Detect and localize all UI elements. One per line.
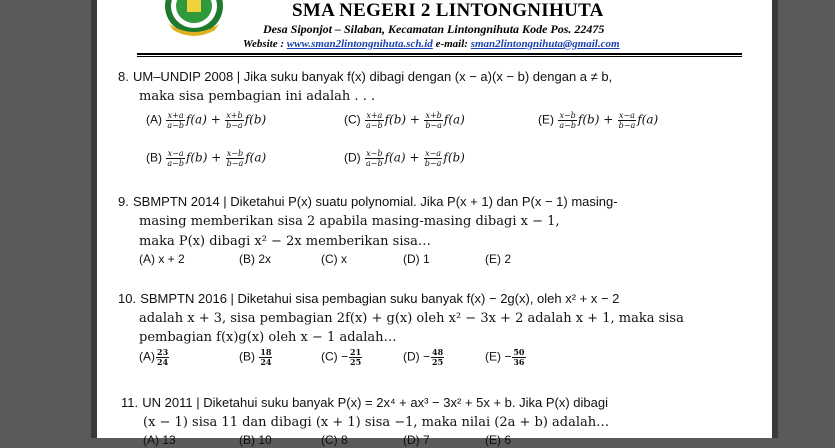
- email-label: e-mail:: [432, 38, 471, 50]
- fraction: $\frac{21}{25}$: [350, 347, 362, 367]
- option-label: (C): [321, 349, 338, 364]
- fraction: $\frac{23}{24}$: [157, 347, 169, 367]
- viewer-background-right: [772, 0, 778, 438]
- school-logo-icon: [163, 0, 225, 38]
- fraction: $\frac{x+a}{a-b}$: [366, 111, 383, 130]
- q10-option-a[interactable]: [139, 348, 170, 367]
- option-label: (D): [403, 349, 420, 364]
- school-contact: [243, 38, 723, 50]
- question-10-line-3: pembagian f(x)g(x) oleh x − 1 adalah…: [139, 330, 397, 345]
- question-11-line-2: (x − 1) sisa 11 dan dibagi (x + 1) sisa −1, maka nilai (2a + b) adalah…: [143, 415, 610, 430]
- fraction: $\frac{x-a}{a-b}$: [167, 149, 184, 168]
- question-text-line-1: UN 2011 | Diketahui suku banyak P(x) = 2x⁴ + ax³ − 3x² + 5x + b. Jika P(x) dibagi: [142, 395, 608, 410]
- question-10: [118, 289, 619, 309]
- fraction: $\frac{x+b}{b-a}$: [425, 111, 442, 130]
- option-term: f(b) +: [384, 112, 420, 127]
- question-text-line-1: SBMPTN 2014 | Diketahui P(x) suatu polynomial. Jika P(x + 1) dan P(x − 1) masing-: [132, 194, 618, 209]
- q11-option-d[interactable]: (D) 7: [403, 433, 430, 447]
- q9-option-e[interactable]: (E) 2: [485, 252, 512, 266]
- school-address: Desa Siponjot – Silaban, Kecamatan Lintongnihuta Kode Pos. 22475: [263, 22, 605, 36]
- question-number: 10.: [118, 291, 137, 306]
- option-label: (A): [146, 112, 162, 127]
- option-label: (B): [239, 349, 255, 364]
- q9-option-a[interactable]: (A) x + 2: [139, 252, 185, 266]
- fraction: $\frac{x+a}{a-b}$: [167, 111, 184, 130]
- option-label: (E): [538, 112, 554, 127]
- option-term: f(b): [244, 112, 267, 127]
- option-label: (E): [485, 349, 501, 364]
- question-text-line-1: SBMPTN 2016 | Diketahui sisa pembagian suku banyak f(x) − 2g(x), oleh x² + x − 2: [140, 291, 620, 306]
- question-8-line-2: maka sisa pembagian ini adalah . . .: [139, 89, 376, 104]
- option-term: f(b) +: [185, 150, 222, 165]
- q11-option-b[interactable]: (B) 10: [239, 433, 272, 447]
- q8-option-b[interactable]: [146, 149, 266, 168]
- question-9-line-2: masing memberikan sisa 2 apabila masing-masing dibagi x − 1,: [139, 214, 560, 229]
- option-sign: −: [423, 349, 431, 364]
- q8-option-e[interactable]: [538, 111, 658, 130]
- website-label: Website :: [243, 38, 287, 50]
- question-number: 11.: [121, 395, 139, 410]
- q10-option-e[interactable]: [485, 348, 527, 367]
- school-name: SMA NEGERI 2 LINTONGNIHUTA: [292, 0, 604, 21]
- q8-option-d[interactable]: [344, 149, 465, 168]
- q9-option-c[interactable]: (C) x: [321, 252, 347, 266]
- option-label: (D): [344, 150, 361, 165]
- option-term: f(b): [443, 150, 465, 165]
- question-8: [118, 67, 612, 87]
- option-term: f(a): [637, 112, 659, 127]
- header-divider-thin: [137, 56, 742, 57]
- fraction: $\frac{x-b}{a-b}$: [559, 111, 576, 130]
- fraction: $\frac{x+b}{b-a}$: [226, 111, 243, 130]
- option-term: f(a): [245, 150, 267, 165]
- option-sign: −: [341, 349, 349, 364]
- fraction: $\frac{x-b}{a-b}$: [366, 149, 383, 168]
- q10-option-d[interactable]: [403, 348, 445, 367]
- q10-option-b[interactable]: [239, 348, 273, 367]
- fraction: $\frac{x-b}{b-a}$: [226, 149, 244, 168]
- question-number: 8.: [118, 69, 129, 84]
- q11-option-c[interactable]: (C) 8: [321, 433, 348, 447]
- question-9-line-3: maka P(x) dibagi x² − 2x memberikan sisa…: [139, 234, 431, 249]
- fraction: $\frac{x-a}{b-a}$: [618, 111, 636, 130]
- option-label: (C): [344, 112, 361, 127]
- question-9: [118, 192, 618, 212]
- option-sign: −: [504, 349, 512, 364]
- fraction: $\frac{48}{25}$: [432, 347, 444, 367]
- option-term: f(a) +: [384, 150, 420, 165]
- option-label: (A): [139, 349, 155, 364]
- question-number: 9.: [118, 194, 129, 209]
- question-text-line-1: UM–UNDIP 2008 | Jika suku banyak f(x) dibagi dengan (x − a)(x − b) dengan a ≠ b,: [132, 69, 613, 84]
- q11-option-a[interactable]: (A) 13: [143, 433, 176, 447]
- q10-option-c[interactable]: [321, 348, 363, 367]
- question-11: [121, 393, 608, 413]
- website-link[interactable]: www.sman2lintongnihuta.sch.id: [286, 38, 433, 50]
- fraction: $\frac{50}{36}$: [513, 347, 525, 367]
- fraction: $\frac{x-a}{b-a}$: [424, 149, 442, 168]
- q9-option-d[interactable]: (D) 1: [403, 252, 430, 266]
- option-label: (B): [146, 150, 162, 165]
- fraction: $\frac{18}{24}$: [260, 347, 272, 367]
- option-term: f(a) +: [185, 112, 221, 127]
- option-term: f(a): [443, 112, 465, 127]
- header-divider: [137, 53, 742, 55]
- document-page: [97, 0, 772, 447]
- q11-option-e[interactable]: (E) 6: [485, 433, 512, 447]
- email-link[interactable]: sman2lintongnihuta@gmail.com: [470, 38, 620, 50]
- q8-option-c[interactable]: [344, 111, 465, 130]
- q9-option-b[interactable]: (B) 2x: [239, 252, 272, 266]
- q8-option-a[interactable]: [146, 111, 266, 130]
- question-10-line-2: adalah x + 3, sisa pembagian 2f(x) + g(x) oleh x² − 3x + 2 adalah x + 1, maka sisa: [139, 311, 684, 326]
- option-term: f(b) +: [577, 112, 614, 127]
